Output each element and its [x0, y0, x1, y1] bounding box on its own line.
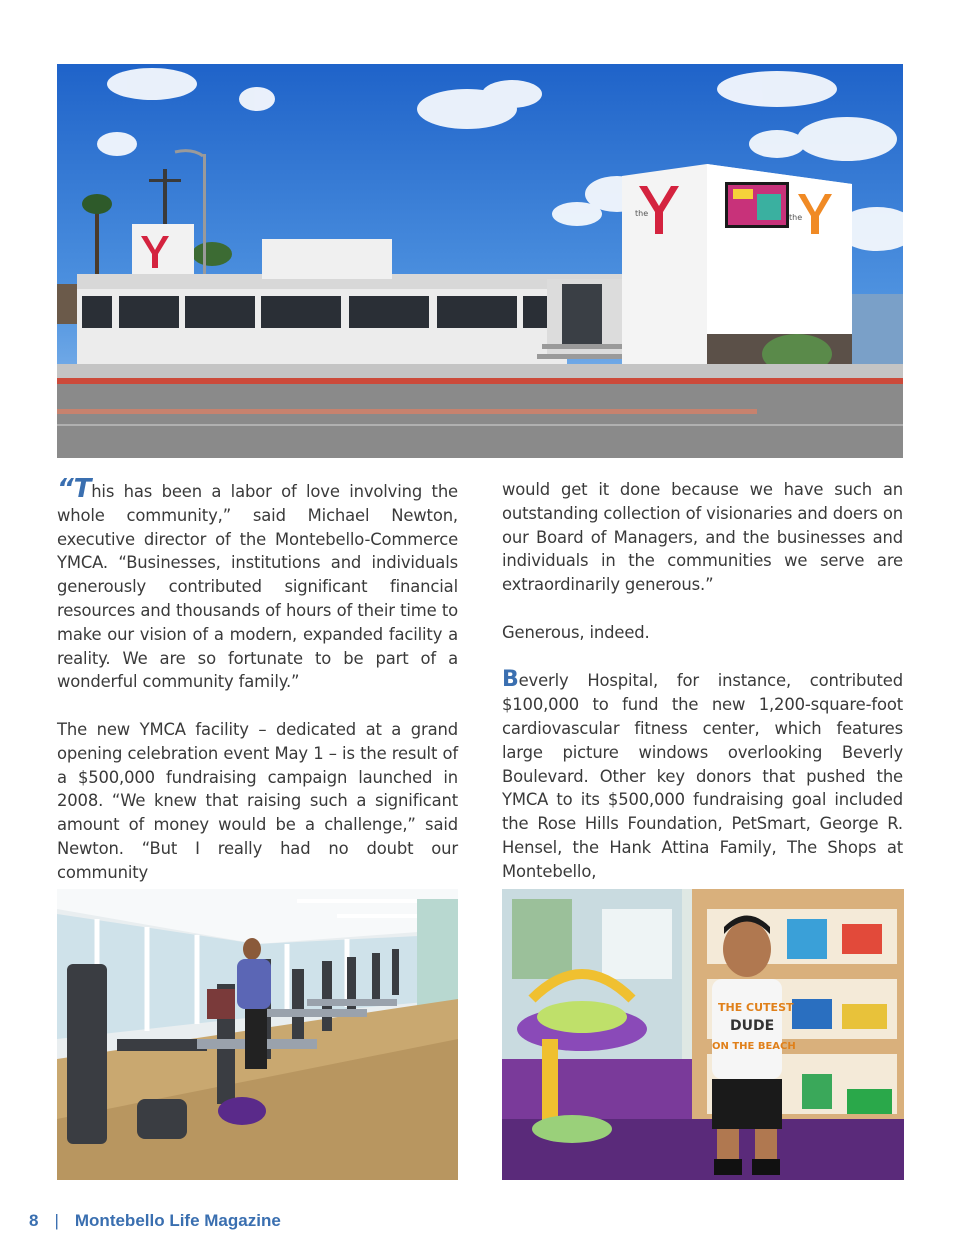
paragraph-text: The new YMCA facility – dedicated at a grand opening celebration event May 1 – is the result of a $500,000 fundraising campaign launched in 2008. “We knew that raising such a significant amount of money would be a challenge,” said Newton. “But I really had no doubt our community [57, 719, 458, 882]
footer-separator: | [54, 1211, 59, 1230]
shirt-text-line2: DUDE [730, 1018, 775, 1034]
paragraph-text: his has been a labor of love involving the whole community,” said Michael Newton, executive director of the Montebello-Commerce YMCA. “Businesses, institutions and individuals generously contributed significant financial resources and thousands of hours of their time to make our vision of a modern, expanded facility a reality. We are so fortunate to be part of a wonderful community family.” [57, 482, 458, 692]
shirt-text-line3: ON THE BEACH [712, 1041, 796, 1052]
publication-name: Montebello Life Magazine [74, 1211, 281, 1230]
tower-sign-left: the [635, 209, 649, 218]
page-number: 8 [29, 1211, 39, 1230]
article-paragraph [57, 718, 458, 885]
article-paragraph [502, 668, 903, 883]
ymca-building-photo [57, 64, 903, 458]
article-paragraph [57, 474, 458, 694]
paragraph-text: would get it done because we have such an outstanding collection of visionaries and doers on our Board of Managers, and the businesses and individuals in the communities we serve are extraordinarily generous.” [502, 480, 903, 595]
paragraph-text: everly Hospital, for instance, contributed $100,000 to fund the new 1,200-square-foot cardiovascular fitness center, which features large picture windows overlooking Beverly Boulevard. Other key donors that pushed the YMCA to its $500,000 fundraising goal included the Rose Hills Foundation, PetSmart, George R. Hensel, the Hank Attina Family, The Shops at Montebello, [502, 671, 903, 881]
page-footer [29, 1211, 281, 1231]
dropcap: B [502, 667, 519, 693]
article-paragraph [502, 478, 903, 597]
article-column-left [57, 474, 458, 908]
article-paragraph [502, 621, 903, 645]
dropcap: “T [57, 474, 92, 504]
shirt-text-line1: THE CUTEST [718, 1001, 794, 1014]
fitness-center-photo [57, 889, 458, 1180]
tower-sign-right: the [789, 213, 803, 222]
paragraph-text: Generous, indeed. [502, 622, 650, 642]
article-column-right [502, 478, 903, 907]
child-care-photo [502, 889, 904, 1180]
